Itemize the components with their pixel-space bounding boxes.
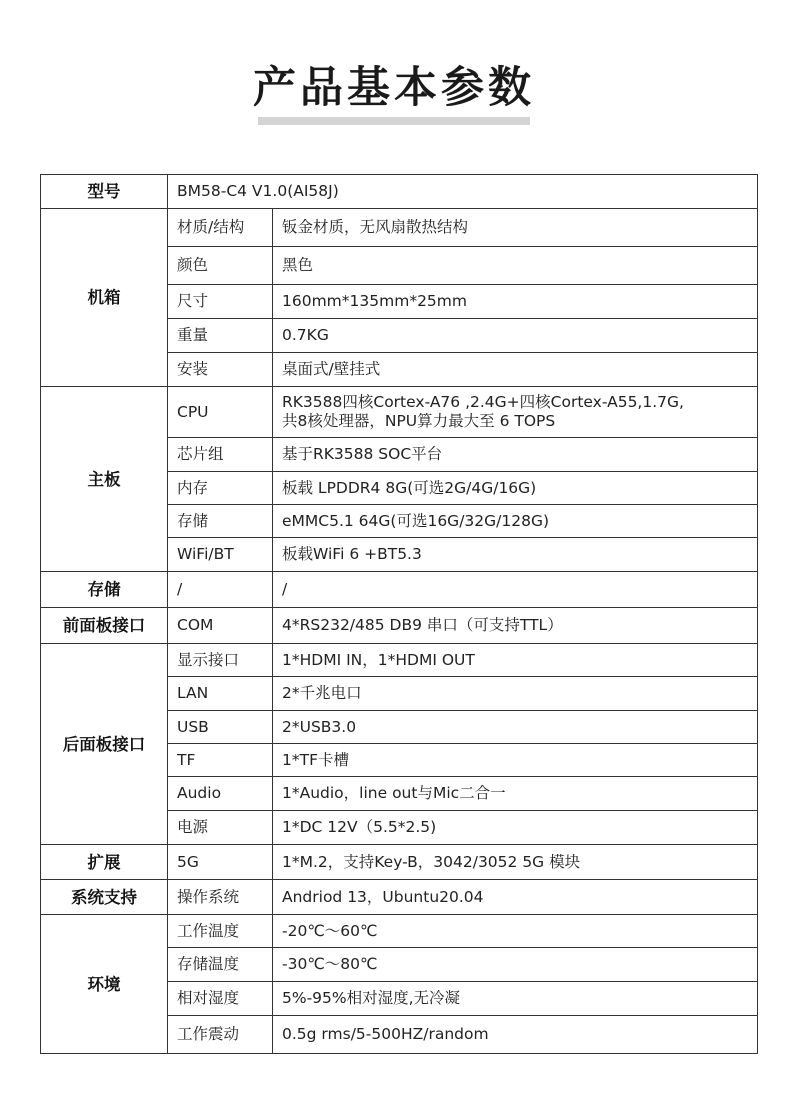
category-board: 主板 <box>41 387 168 572</box>
spec-key: 材质/结构 <box>168 209 273 247</box>
table-row <box>41 845 758 880</box>
spec-value: 160mm*135mm*25mm <box>273 285 758 319</box>
spec-value: 2*USB3.0 <box>273 711 758 744</box>
spec-value: 基于RK3588 SOC平台 <box>273 438 758 472</box>
category-expansion: 扩展 <box>41 845 168 880</box>
spec-key: 显示接口 <box>168 644 273 677</box>
spec-value: 1*Audio，line out与Mic二合一 <box>273 777 758 811</box>
spec-value: 1*TF卡槽 <box>273 744 758 777</box>
spec-value: 板载 LPDDR4 8G(可选2G/4G/16G) <box>273 472 758 505</box>
spec-key: 电源 <box>168 811 273 845</box>
spec-value: 1*M.2，支持Key-B，3042/3052 5G 模块 <box>273 845 758 880</box>
table-row <box>41 644 758 677</box>
spec-key: USB <box>168 711 273 744</box>
spec-value: 桌面式/壁挂式 <box>273 353 758 387</box>
spec-value: eMMC5.1 64G(可选16G/32G/128G) <box>273 505 758 538</box>
table-row <box>41 175 758 209</box>
spec-key: 颜色 <box>168 247 273 285</box>
table-row <box>41 608 758 644</box>
spec-key: 操作系统 <box>168 880 273 915</box>
spec-value: 0.7KG <box>273 319 758 353</box>
spec-value: / <box>273 572 758 608</box>
cpu-line-1: RK3588四核Cortex-A76 ,2.4G+四核Cortex-A55,1.7G, <box>282 393 684 411</box>
spec-key: 存储 <box>168 505 273 538</box>
table-row <box>41 915 758 948</box>
spec-value <box>273 387 758 438</box>
spec-key: 工作温度 <box>168 915 273 948</box>
table-row <box>41 572 758 608</box>
spec-key: 5G <box>168 845 273 880</box>
spec-key: / <box>168 572 273 608</box>
spec-key: Audio <box>168 777 273 811</box>
spec-key: 安装 <box>168 353 273 387</box>
spec-value: 0.5g rms/5-500HZ/random <box>273 1016 758 1054</box>
spec-value: 2*千兆电口 <box>273 677 758 711</box>
spec-key: WiFi/BT <box>168 538 273 572</box>
spec-key: CPU <box>168 387 273 438</box>
category-case: 机箱 <box>41 209 168 387</box>
category-model: 型号 <box>41 175 168 209</box>
spec-value: Andriod 13，Ubuntu20.04 <box>273 880 758 915</box>
spec-value: 5%-95%相对湿度,无冷凝 <box>273 982 758 1016</box>
spec-value: 黑色 <box>273 247 758 285</box>
spec-key: TF <box>168 744 273 777</box>
spec-key: 芯片组 <box>168 438 273 472</box>
category-os: 系统支持 <box>41 880 168 915</box>
spec-value: 1*DC 12V（5.5*2.5) <box>273 811 758 845</box>
spec-value: -30℃～80℃ <box>273 948 758 982</box>
spec-key: 重量 <box>168 319 273 353</box>
spec-key: 相对湿度 <box>168 982 273 1016</box>
category-rear-panel: 后面板接口 <box>41 644 168 845</box>
spec-value: 钣金材质，无风扇散热结构 <box>273 209 758 247</box>
spec-value: 1*HDMI IN，1*HDMI OUT <box>273 644 758 677</box>
spec-value: -20℃～60℃ <box>273 915 758 948</box>
spec-key: 工作震动 <box>168 1016 273 1054</box>
title-underline <box>258 117 530 125</box>
spec-key: 内存 <box>168 472 273 505</box>
category-environment: 环境 <box>41 915 168 1054</box>
spec-key: 尺寸 <box>168 285 273 319</box>
spec-value: 板载WiFi 6 +BT5.3 <box>273 538 758 572</box>
category-front-panel: 前面板接口 <box>41 608 168 644</box>
page-title: 产品基本参数 <box>253 63 535 113</box>
table-row <box>41 209 758 247</box>
spec-table <box>40 174 758 1054</box>
spec-key: 存储温度 <box>168 948 273 982</box>
spec-key: COM <box>168 608 273 644</box>
spec-key: LAN <box>168 677 273 711</box>
table-row <box>41 387 758 438</box>
cpu-line-2: 共8核处理器，NPU算力最大至 6 TOPS <box>282 412 556 430</box>
category-storage: 存储 <box>41 572 168 608</box>
model-value: BM58-C4 V1.0(AI58J) <box>168 175 758 209</box>
table-row <box>41 880 758 915</box>
spec-value: 4*RS232/485 DB9 串口（可支持TTL） <box>273 608 758 644</box>
